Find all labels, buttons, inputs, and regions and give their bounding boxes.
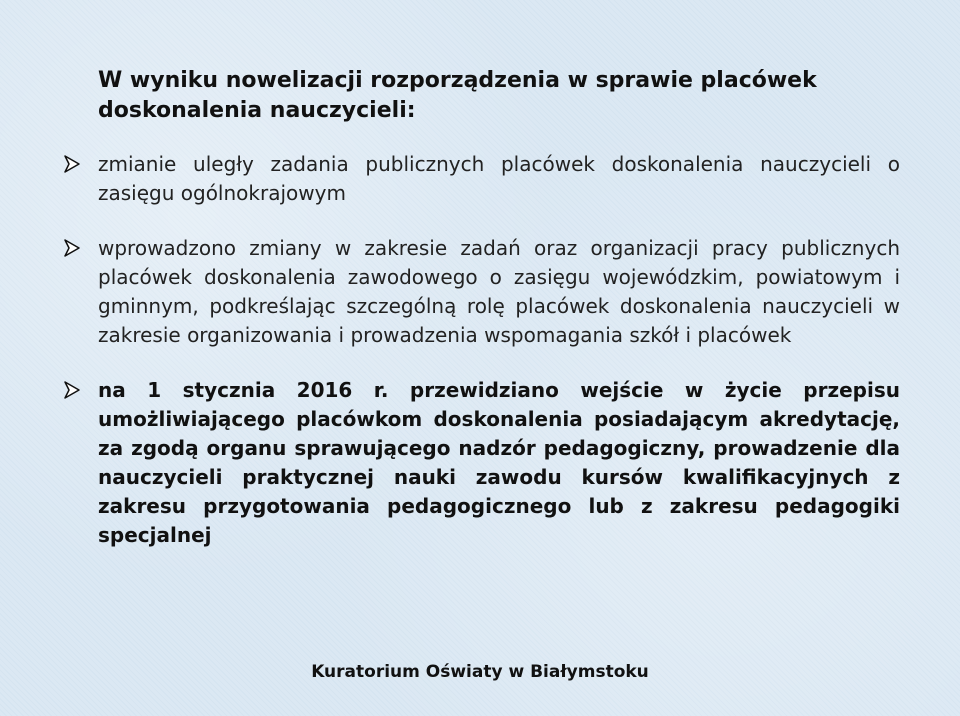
arrow-bullet-icon	[62, 380, 82, 400]
arrow-bullet-icon	[62, 154, 82, 174]
slide-heading: W wyniku nowelizacji rozporządzenia w sprawie placówek doskonalenia nauczycieli:	[98, 68, 817, 123]
arrow-bullet-icon	[62, 238, 82, 258]
bullet-list	[62, 150, 900, 550]
footer-institution: Kuratorium Oświaty w Białymstoku	[311, 662, 649, 682]
bullet-text-2: wprowadzono zmiany w zakresie zadań oraz organizacji pracy publicznych placówek doskonalenia zawodowego o zasięgu wojewódzkim, powiatowym i gminnym, podkreślając szczególną rolę placówek doskonalenia nauczycieli w zakresie organizowania i prowadzenia wspomagania szkół i placówek	[98, 236, 900, 347]
bullet-text-3: na 1 stycznia 2016 r. przewidziano wejście w życie przepisu umożliwiającego placówkom doskonalenia posiadającym akredytację, za zgodą organu sprawującego nadzór pedagogiczny, prowadzenie dla nauczycieli praktycznej nauki zawodu kursów kwalifikacyjnych z zakresu przygotowania pedagogicznego lub z zakresu pedagogiki specjalnej	[98, 378, 900, 547]
bullet-item-2	[62, 234, 900, 350]
bullet-item-3	[62, 376, 900, 550]
bullet-item-1	[62, 150, 900, 208]
bullet-text-1: zmianie uległy zadania publicznych placówek doskonalenia nauczycieli o zasięgu ogólnokrajowym	[98, 152, 900, 205]
